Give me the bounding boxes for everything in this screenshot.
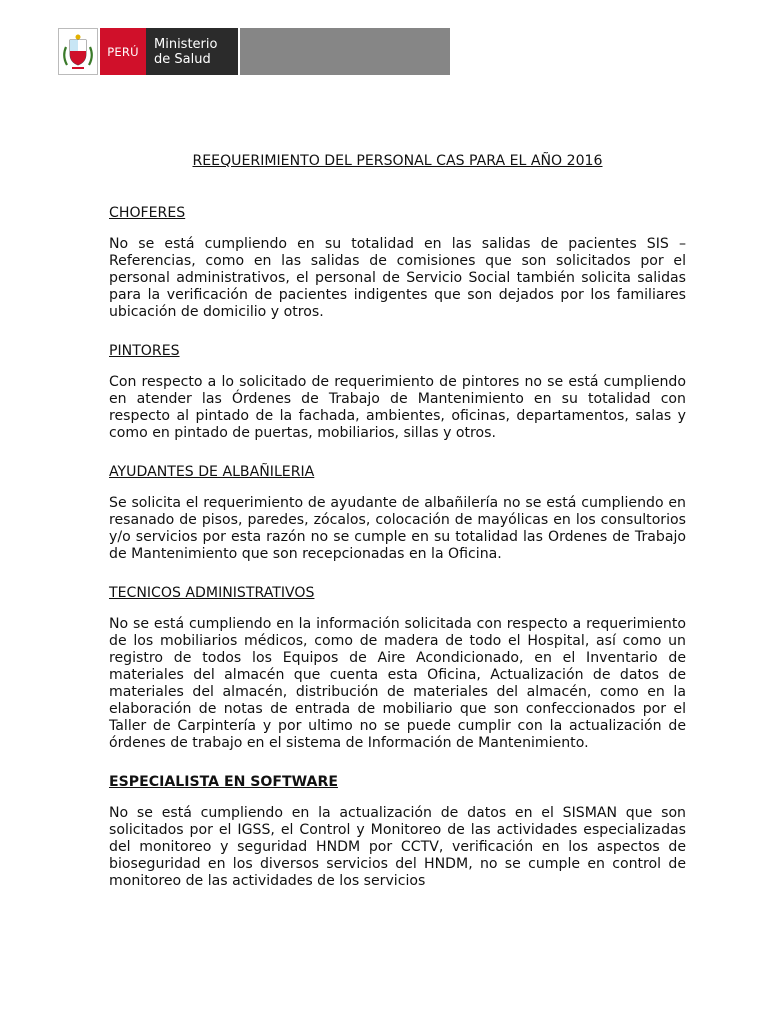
section-heading: ESPECIALISTA EN SOFTWARE: [109, 774, 338, 790]
section-tecnicos-administrativos: [109, 582, 686, 752]
section-heading: TECNICOS ADMINISTRATIVOS: [109, 585, 315, 601]
coat-of-arms-icon: [58, 28, 98, 75]
section-body: No se está cumpliendo en su totalidad en las salidas de pacientes SIS – Referencias, como en las salidas de comisiones que son solicitados por el personal administrativos, el personal de Servicio Social también solicita salidas para la verificación de pacientes indigentes que son dejados por los familiares ubicación de domicilio y otros.: [109, 236, 686, 320]
ministry-name-line2: de Salud: [154, 51, 211, 67]
section-heading: CHOFERES: [109, 205, 186, 221]
section-body: No se está cumpliendo en la información solicitada con respecto a requerimiento de los mobiliarios médicos, como de madera de todo el Hospital, así como un registro de todos los Equipos de Aire Acondicionado, en el Inventario de materiales del almacén que cuenta esta Oficina, Actualización de datos de materiales del almacén, distribución de materiales del almacén, como en la elaboración de notas de entrada de mobiliario que son confeccionados por el Taller de Carpintería y por ultimo no se puede cumplir con la actualización de órdenes de trabajo en el sistema de Información de Mantenimiento.: [109, 616, 686, 751]
section-pintores: [109, 340, 686, 442]
ministry-name: [146, 28, 238, 75]
section-especialista-software: [109, 771, 686, 890]
peru-label: PERÚ: [100, 28, 146, 75]
document-body: [109, 150, 686, 890]
section-body: Se solicita el requerimiento de ayudante de albañilería no se está cumpliendo en resanado de pisos, paredes, zócalos, colocación de mayólicas en los consultorios y/o servicios por esta razón no se cumple en su totalidad las Ordenes de Trabajo de Mantenimiento que son recepcionadas en la Oficina.: [109, 495, 686, 562]
section-choferes: [109, 202, 686, 321]
section-heading: AYUDANTES DE ALBAÑILERIA: [109, 464, 315, 480]
section-body: No se está cumpliendo en la actualización de datos en el SISMAN que son solicitados por el IGSS, el Control y Monitoreo de las actividades especializadas del monitoreo y seguridad HNDM por CCTV, verificación en los aspectos de bioseguridad en los diversos servicios del HNDM, no se cumple en control de monitoreo de las actividades de los servicios: [109, 805, 686, 889]
document-title: REEQUERIMIENTO DEL PERSONAL CAS PARA EL AÑO 2016: [192, 153, 603, 169]
ministry-name-line1: Ministerio: [154, 36, 218, 52]
section-body: Con respecto a lo solicitado de requerimiento de pintores no se está cumpliendo en atender las Órdenes de Trabajo de Mantenimiento en su totalidad con respecto al pintado de la fachada, ambientes, oficinas, departamentos, salas y como en pintado de puertas, mobiliarios, sillas y otros.: [109, 374, 686, 441]
header-grey-bar: [240, 28, 450, 75]
section-heading: PINTORES: [109, 343, 180, 359]
ministry-header: [58, 28, 450, 75]
section-ayudantes-albanileria: [109, 461, 686, 563]
